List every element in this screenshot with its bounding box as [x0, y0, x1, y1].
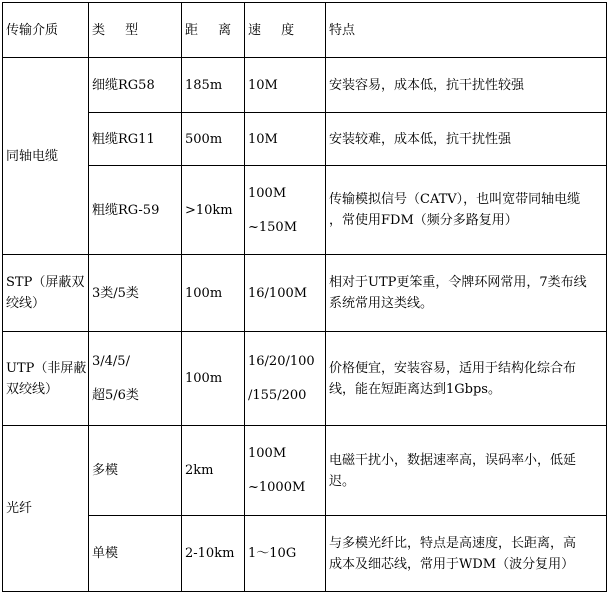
- type-cell: 粗缆RG11: [89, 113, 182, 166]
- features-line: 与多模光纤比，特点是高速度，长距离，高: [329, 535, 577, 551]
- table-row: [3, 58, 607, 113]
- speed-line: 100M: [248, 185, 287, 201]
- medium-line: 绞线）: [6, 296, 46, 311]
- speed-cell: 1～10G: [245, 516, 326, 592]
- medium-line: 双绞线）: [6, 381, 59, 397]
- speed-cell: 10M: [245, 113, 326, 166]
- medium-utp: [3, 332, 89, 426]
- features-line: 相对于UTP更笨重，令牌环网常用，7类布线: [329, 275, 587, 290]
- features-cell: [326, 516, 607, 592]
- table-row: [3, 255, 607, 332]
- speed-line: 16/20/100: [248, 354, 315, 369]
- distance-cell: 100m: [182, 332, 245, 426]
- medium-fiber: 光纤: [3, 426, 89, 592]
- features-cell: [326, 426, 607, 516]
- speed-cell: [245, 166, 326, 255]
- medium-coaxial: 同轴电缆: [3, 58, 89, 255]
- type-cell: 粗缆RG-59: [89, 166, 182, 255]
- speed-cell: 10M: [245, 58, 326, 113]
- speed-line: ~1000M: [248, 480, 306, 495]
- table-row: [3, 166, 607, 255]
- transmission-media-table: [2, 2, 607, 592]
- medium-stp: [3, 255, 89, 332]
- speed-cell: [245, 332, 326, 426]
- header-medium: 传输介质: [3, 3, 89, 58]
- type-cell: 多模: [89, 426, 182, 516]
- speed-line: /155/200: [248, 388, 307, 403]
- features-cell: 安装容易，成本低，抗干扰性较强: [326, 58, 607, 113]
- type-cell: 细缆RG58: [89, 58, 182, 113]
- header-type: 类 型: [89, 3, 182, 58]
- features-line: ，常使用FDM（频分多路复用）: [329, 213, 518, 228]
- header-distance: 距 离: [182, 3, 245, 58]
- speed-line: 100M: [248, 446, 287, 461]
- distance-cell: 500m: [182, 113, 245, 166]
- type-line: 超5/6类: [92, 388, 139, 403]
- type-line: 3/4/5/: [92, 354, 130, 369]
- features-line: 传输模拟信号（CATV），也叫宽带同轴电缆: [329, 192, 581, 207]
- medium-line: UTP（非屏蔽: [6, 360, 87, 376]
- distance-cell: 100m: [182, 255, 245, 332]
- header-speed: 速 度: [245, 3, 326, 58]
- table-row: [3, 426, 607, 516]
- features-line: 价格便宜，安装容易，适用于结构化综合布: [329, 360, 577, 376]
- features-cell: 安装较难，成本低，抗干扰性强: [326, 113, 607, 166]
- features-cell: [326, 255, 607, 332]
- distance-cell: 2km: [182, 426, 245, 516]
- medium-line: STP（屏蔽双: [6, 275, 85, 290]
- table-row: [3, 332, 607, 426]
- features-line: 成本及细芯线，常用于WDM（波分复用）: [329, 556, 575, 572]
- header-features: 特点: [326, 3, 607, 58]
- features-cell: [326, 166, 607, 255]
- features-line: 系统常用这类线。: [329, 296, 434, 311]
- features-line: 线，能在短距离达到1Gbps。: [329, 381, 501, 397]
- type-cell: [89, 332, 182, 426]
- table-row: [3, 516, 607, 592]
- speed-cell: [245, 426, 326, 516]
- distance-cell: >10km: [182, 166, 245, 255]
- distance-cell: 185m: [182, 58, 245, 113]
- speed-line: ~150M: [248, 219, 298, 235]
- table-row: [3, 113, 607, 166]
- distance-cell: 2-10km: [182, 516, 245, 592]
- speed-cell: 16/100M: [245, 255, 326, 332]
- features-line: 电磁干扰小，数据速率高，误码率小，低延: [329, 452, 577, 468]
- features-cell: [326, 332, 607, 426]
- type-cell: 单模: [89, 516, 182, 592]
- type-cell: 3类/5类: [89, 255, 182, 332]
- features-line: 迟。: [329, 473, 356, 489]
- header-row: [3, 3, 607, 58]
